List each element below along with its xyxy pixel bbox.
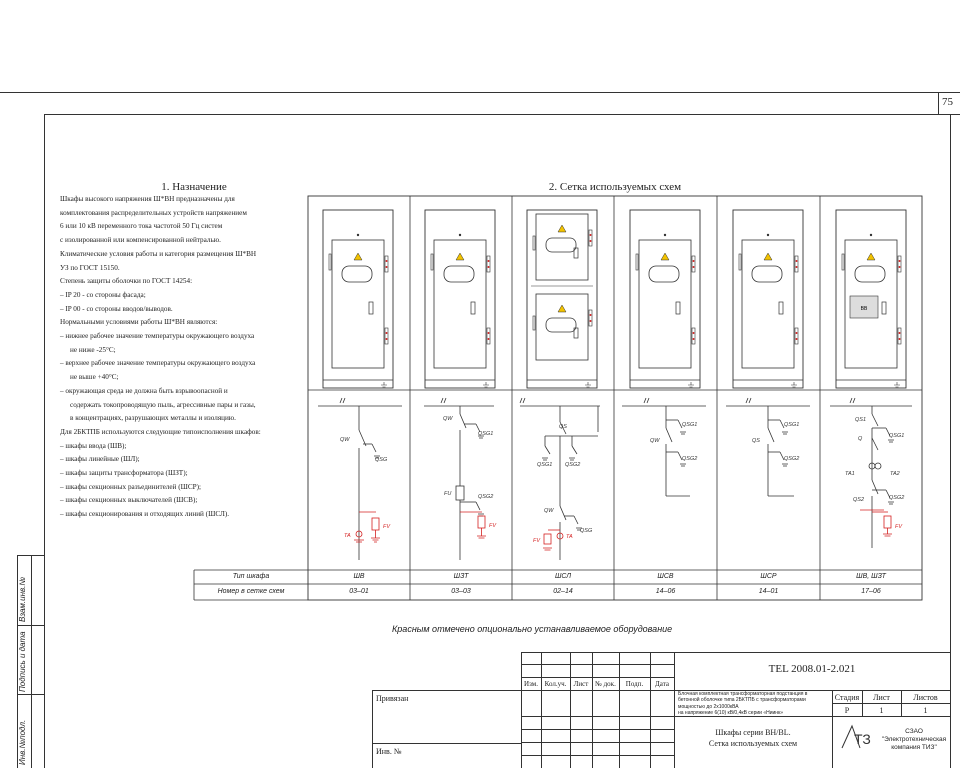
stage-header: Стадия bbox=[834, 693, 860, 702]
text-line: – шкафы секционных разъединителей (ШСР); bbox=[60, 482, 202, 491]
stage-value: Р bbox=[844, 706, 850, 715]
text-line: Климатические условия работы и категория размещения Ш*ВН bbox=[60, 249, 257, 258]
svg-text:QSG1: QSG1 bbox=[889, 433, 905, 439]
text-line: – шкафы секционных выключателей (ШСВ); bbox=[60, 496, 198, 505]
text-line: – окружающая среда не должна быть взрывоопасной и bbox=[60, 386, 228, 395]
cell-type: ШЗТ bbox=[453, 573, 469, 580]
stamp-vzam: Взам.инв.№ bbox=[18, 576, 27, 622]
page-number: 75 bbox=[942, 96, 953, 108]
sheet-value: 1 bbox=[879, 706, 884, 715]
cell-type: ШСЛ bbox=[554, 573, 572, 580]
svg-text:QSG2: QSG2 bbox=[784, 456, 800, 462]
project-description: Блочная комплектная трансформаторная подстанция в бетонной оболочке типа 2БКТПБ с трансформаторами мощностью до 2х1000кВА на напряжение 6(10) кВ/0,4кВ серии «Ниинк» bbox=[678, 691, 808, 717]
text-line: в концентрациях, разрушающих металлы и изоляцию. bbox=[70, 414, 236, 423]
text-line: – шкафы ввода (ШВ); bbox=[60, 441, 127, 450]
section2-title: 2. Сетка используемых схем bbox=[548, 181, 682, 193]
tb-line bbox=[521, 652, 950, 653]
rev-header: Подп. bbox=[625, 680, 644, 688]
tb-line bbox=[372, 743, 521, 744]
cell-number: 03–01 bbox=[349, 588, 369, 595]
svg-text:TA: TA bbox=[566, 534, 573, 540]
text-line: УЗ по ГОСТ 15150. bbox=[60, 263, 120, 272]
sheets-value: 1 bbox=[923, 706, 928, 715]
text-line: не ниже -25°С; bbox=[70, 345, 116, 354]
text-line: – IP 20 - со стороны фасада; bbox=[60, 290, 146, 299]
sheets-header: Листов bbox=[913, 693, 938, 702]
svg-text:QSG2: QSG2 bbox=[565, 462, 581, 468]
label-qw: QW bbox=[340, 437, 350, 443]
svg-text:QSG1: QSG1 bbox=[784, 422, 800, 428]
cell-number: 03–03 bbox=[451, 588, 471, 595]
svg-text:FV: FV bbox=[895, 524, 903, 530]
svg-text:TA2: TA2 bbox=[890, 471, 900, 477]
svg-text:QS2: QS2 bbox=[853, 497, 865, 503]
company-name: СЗАО "Электротехническая компания ТИЗ" bbox=[881, 728, 947, 751]
row-label-type: Тип шкафа bbox=[232, 573, 270, 580]
text-line: – нижнее рабочее значение температуры окружающего воздуха bbox=[60, 332, 255, 341]
tb-line bbox=[832, 703, 950, 704]
cell-number: 02–14 bbox=[553, 588, 573, 595]
company-logo-icon bbox=[838, 722, 880, 750]
row-label-number: Номер в сетке схем bbox=[217, 588, 285, 595]
svg-text:FV: FV bbox=[533, 538, 541, 544]
tb-line bbox=[521, 664, 674, 665]
svg-text:QW: QW bbox=[544, 508, 554, 514]
label-fv: FV bbox=[383, 524, 391, 530]
svg-text:Q: Q bbox=[858, 436, 863, 442]
inv-no-label: Инв. № bbox=[376, 747, 402, 756]
stamp-inv-podl: Инв.№подл. bbox=[18, 719, 27, 765]
svg-text:QS: QS bbox=[559, 424, 567, 430]
svg-text:FU: FU bbox=[444, 491, 452, 497]
drawing-code: TEL 2008.01-2.021 bbox=[768, 663, 856, 675]
label-ta: TA bbox=[344, 533, 351, 539]
svg-text:ВВ: ВВ bbox=[860, 306, 868, 312]
tb-line bbox=[521, 755, 674, 756]
svg-text:QS1: QS1 bbox=[855, 417, 867, 423]
tb-line bbox=[650, 652, 651, 768]
text-line: Шкафы высокого напряжения Ш*ВН предназначены для bbox=[60, 195, 235, 203]
text-line: Степень защиты оболочки по ГОСТ 14254: bbox=[60, 277, 193, 286]
tb-line bbox=[570, 652, 571, 768]
svg-text:QSG2: QSG2 bbox=[889, 495, 905, 501]
drawing-title: Шкафы серии ВН/ВL. Сетка используемых схем bbox=[708, 728, 798, 748]
section1-title: 1. Назначение bbox=[161, 181, 227, 193]
tb-line bbox=[521, 677, 674, 678]
text-line: – верхнее рабочее значение температуры окружающего воздуха bbox=[60, 359, 256, 368]
tb-line bbox=[521, 742, 674, 743]
cell-number: 17–06 bbox=[861, 588, 881, 595]
cell-type: ШСВ bbox=[657, 573, 674, 580]
svg-text:QSG: QSG bbox=[580, 528, 593, 534]
text-line: с изолированной или компенсированной нейтралью. bbox=[60, 236, 221, 245]
text-line: содержать токопроводящую пыль, агрессивные пары и газы, bbox=[70, 400, 256, 409]
text-line: 6 или 10 кВ переменного тока частотой 50 Гц систем bbox=[60, 222, 223, 231]
stamp-signature: Подпись и дата bbox=[18, 631, 27, 692]
text-line: – IP 00 - со стороны вводов/выводов. bbox=[60, 304, 173, 313]
cell-number: 14–06 bbox=[655, 588, 676, 595]
rev-header: Кол.уч. bbox=[544, 680, 567, 688]
svg-text:QSG1: QSG1 bbox=[682, 422, 698, 428]
svg-text:QS: QS bbox=[752, 438, 760, 444]
text-line: – шкафы линейные (ШЛ); bbox=[60, 455, 140, 464]
text-line: не выше +40°С; bbox=[70, 373, 119, 382]
text-line: – шкафы секционирования и отходящих линий (ШСЛ). bbox=[60, 510, 230, 519]
label-qsg: QSG bbox=[375, 457, 388, 463]
optional-equipment-note: Красным отмечено опционально устанавливаемое оборудование bbox=[392, 624, 673, 634]
cell-number: 14–01 bbox=[758, 588, 779, 595]
svg-text:TA1: TA1 bbox=[845, 471, 855, 477]
privyazan-label: Привязан bbox=[376, 694, 409, 703]
tb-line bbox=[521, 729, 674, 730]
cell-type: ШВ, ШЗТ bbox=[856, 573, 886, 580]
svg-text:QW: QW bbox=[650, 438, 660, 444]
rev-header: Лист bbox=[573, 680, 589, 688]
svg-text:QSG1: QSG1 bbox=[537, 462, 553, 468]
tb-line bbox=[541, 652, 542, 768]
text-line: Для 2БКТПБ используются следующие типоисполнения шкафов: bbox=[60, 427, 261, 436]
svg-text:FV: FV bbox=[489, 523, 497, 529]
svg-text:QW: QW bbox=[443, 416, 453, 422]
svg-text:QSG2: QSG2 bbox=[478, 494, 494, 500]
cell-type: ШСР bbox=[760, 573, 777, 580]
svg-text:QSG1: QSG1 bbox=[478, 431, 494, 437]
svg-text:ТЗ: ТЗ bbox=[854, 731, 871, 747]
tb-line bbox=[619, 652, 620, 768]
text-line: Нормальными условиями работы Ш*ВН являются: bbox=[60, 318, 218, 327]
tb-line bbox=[372, 690, 950, 691]
rev-header: Дата bbox=[655, 680, 669, 688]
rev-header: Изм. bbox=[524, 680, 538, 688]
tb-line bbox=[592, 652, 593, 768]
svg-text:QSG2: QSG2 bbox=[682, 456, 698, 462]
rev-header: № док. bbox=[595, 680, 616, 688]
tb-line bbox=[521, 652, 522, 768]
text-line: комплектования распределительных устройств напряжением bbox=[60, 208, 247, 217]
tb-line bbox=[372, 690, 373, 768]
sheet-header: Лист bbox=[873, 693, 890, 702]
cell-type: ШВ bbox=[353, 573, 365, 580]
text-line: – шкафы защиты трансформатора (ШЗТ); bbox=[60, 469, 188, 478]
